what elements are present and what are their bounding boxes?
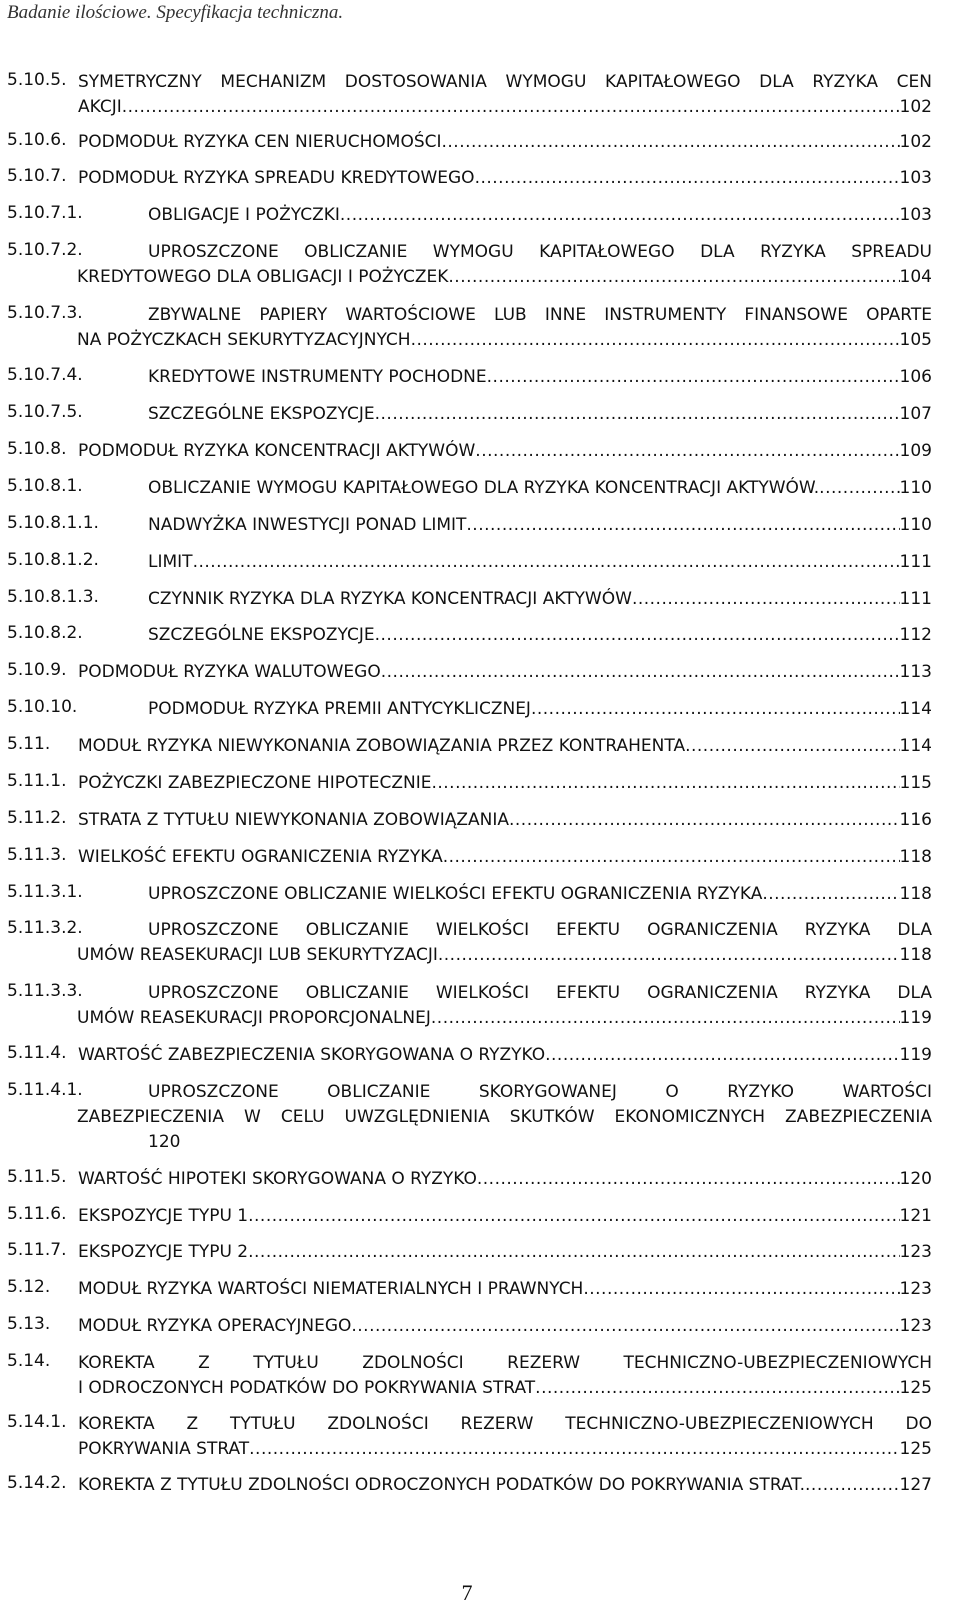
toc-entry[interactable] — [7, 660, 932, 685]
toc-entry-number: 5.10.8.1.2. — [7, 550, 99, 570]
dot-leader — [819, 476, 899, 501]
toc-entry-title: ZBYWALNE PAPIERY WARTOŚCIOWE LUB INNE INSTRUMENTY FINANSOWE OPARTE — [148, 305, 932, 325]
toc-entry-page: 118 — [899, 884, 932, 904]
toc-entry-page: 103 — [899, 168, 932, 188]
toc-entry-number: 5.10.5. — [7, 70, 67, 90]
toc-entry-title: SZCZEGÓLNE EKSPOZYCJE — [148, 625, 375, 645]
toc-entry-title: AKCJI — [78, 97, 122, 117]
dot-leader — [193, 550, 900, 575]
toc-entry-number: 5.10.7.4. — [7, 365, 83, 385]
toc-entry-title: WARTOŚĆ HIPOTEKI SKORYGOWANA O RYZYKO — [78, 1169, 477, 1189]
running-header: Badanie ilościowe. Specyfikacja techniczna. — [7, 2, 344, 23]
toc-entry-title: CZYNNIK RYZYKA DLA RYZYKA KONCENTRACJI AKTYWÓW — [148, 589, 632, 609]
toc-entry[interactable] — [7, 981, 932, 1031]
dot-leader — [685, 734, 899, 759]
toc-entry[interactable] — [7, 1167, 932, 1192]
toc-entry-title: OBLIGACJE I POŻYCZKI — [148, 205, 340, 225]
toc-entry-number: 5.11.1. — [7, 771, 67, 791]
toc-entry-title: UPROSZCZONE OBLICZANIE WIELKOŚCI EFEKTU OGRANICZENIA RYZYKA — [148, 884, 763, 904]
dot-leader — [545, 1043, 899, 1068]
toc-entry-number: 5.11. — [7, 734, 51, 754]
toc-entry-page: 119 — [899, 1045, 932, 1065]
toc-entry[interactable] — [7, 697, 932, 722]
toc-entry-title: OBLICZANIE WYMOGU KAPITAŁOWEGO DLA RYZYKA KONCENTRACJI AKTYWÓW. — [148, 478, 820, 498]
toc-entry-page: 114 — [899, 736, 932, 756]
toc-entry-title: SYMETRYCZNY MECHANIZM DOSTOSOWANIA WYMOGU KAPITAŁOWEGO DLA RYZYKA CEN — [78, 72, 932, 92]
dot-leader — [531, 697, 900, 722]
dot-leader — [411, 328, 900, 353]
toc-entry-number: 5.10.8.1. — [7, 476, 83, 496]
toc-entry-page: 118 — [899, 847, 932, 867]
toc-entry-title: I ODROCZONYCH PODATKÓW DO POKRYWANIA STRAT — [78, 1378, 536, 1398]
toc-entry-number: 5.10.8.1.1. — [7, 513, 99, 533]
toc-entry-title: MODUŁ RYZYKA NIEWYKONANIA ZOBOWIĄZANIA PRZEZ KONTRAHENTA — [78, 736, 686, 756]
dot-leader — [442, 130, 900, 155]
toc-entry-title: UPROSZCZONE OBLICZANIE SKORYGOWANEJ O RYZYKO WARTOŚCI — [148, 1082, 932, 1102]
toc-entry[interactable] — [7, 365, 932, 390]
toc-entry-number: 5.12. — [7, 1277, 51, 1297]
toc-entry-title: POKRYWANIA STRAT — [78, 1439, 250, 1459]
toc-entry-title: WIELKOŚĆ EFEKTU OGRANICZENIA RYZYKA — [78, 847, 443, 867]
toc-entry-page: 104 — [899, 267, 932, 287]
toc-entry[interactable] — [7, 845, 932, 870]
toc-entry-page: 120 — [899, 1169, 932, 1189]
toc-entry[interactable] — [7, 1351, 932, 1401]
dot-leader — [762, 882, 899, 907]
toc-entry-page: 119 — [899, 1008, 932, 1028]
toc-entry-page: 123 — [899, 1242, 932, 1262]
toc-entry-page: 123 — [899, 1279, 932, 1299]
toc-entry-number: 5.14. — [7, 1351, 51, 1371]
page-number: 7 — [461, 1580, 473, 1605]
toc-entry[interactable] — [7, 1473, 932, 1498]
dot-leader — [375, 402, 900, 427]
toc-entry-number: 5.11.5. — [7, 1167, 67, 1187]
toc-entry-page: 102 — [899, 97, 932, 117]
toc-entry[interactable] — [7, 918, 932, 968]
dot-leader — [249, 1437, 899, 1462]
toc-entry-number: 5.10.8.1.3. — [7, 587, 99, 607]
toc-entry[interactable] — [7, 70, 932, 120]
toc-entry-number: 5.11.3. — [7, 845, 67, 865]
toc-entry-page: 107 — [899, 404, 932, 424]
toc-entry-number: 5.11.4.1. — [7, 1080, 83, 1100]
dot-leader — [375, 623, 900, 648]
toc-entry-number: 5.10.7.5. — [7, 402, 83, 422]
toc-entry-number: 5.11.4. — [7, 1043, 67, 1063]
toc-entry-page: 123 — [899, 1316, 932, 1336]
toc-entry-page: 106 — [899, 367, 932, 387]
dot-leader — [477, 1167, 900, 1192]
toc-entry[interactable] — [7, 1043, 932, 1068]
toc-entry-number: 5.11.7. — [7, 1240, 67, 1260]
dot-leader — [583, 1277, 899, 1302]
toc-entry-number: 5.10.9. — [7, 660, 67, 680]
toc-entry-title: POŻYCZKI ZABEZPIECZONE HIPOTECZNIE — [78, 773, 432, 793]
toc-entry[interactable] — [7, 130, 932, 155]
toc-entry-title: MODUŁ RYZYKA WARTOŚCI NIEMATERIALNYCH I PRAWNYCH — [78, 1279, 584, 1299]
toc-entry-number: 5.10.7.2. — [7, 240, 83, 260]
toc-entry-title: KREDYTOWE INSTRUMENTY POCHODNE — [148, 367, 487, 387]
toc-entry[interactable] — [7, 771, 932, 796]
toc-entry-title: UMÓW REASEKURACJI LUB SEKURYTYZACJI — [77, 945, 438, 965]
toc-entry-page: 109 — [899, 441, 932, 461]
toc-entry-number: 5.11.3.2. — [7, 918, 83, 938]
dot-leader — [351, 1314, 899, 1339]
toc-entry-page: 110 — [899, 478, 932, 498]
dot-leader — [466, 513, 899, 538]
dot-leader — [805, 1473, 900, 1498]
dot-leader — [509, 808, 900, 833]
toc-entry[interactable] — [7, 1277, 932, 1302]
toc-entry[interactable] — [7, 513, 932, 538]
dot-leader — [448, 265, 899, 290]
dot-leader — [487, 365, 900, 390]
toc-entry-page: 125 — [899, 1378, 932, 1398]
toc-entry-number: 5.10.7. — [7, 166, 67, 186]
toc-entry-title: EKSPOZYCJE TYPU 2 — [78, 1242, 249, 1262]
toc-entry-page: 115 — [899, 773, 932, 793]
toc-entry[interactable] — [7, 1314, 932, 1339]
toc-entry-number: 5.10.8. — [7, 439, 67, 459]
toc-entry[interactable] — [7, 1240, 932, 1265]
toc-entry-title: STRATA Z TYTUŁU NIEWYKONANIA ZOBOWIĄZANIA — [78, 810, 509, 830]
toc-entry[interactable] — [7, 240, 932, 290]
toc-entry-page: 121 — [899, 1206, 932, 1226]
toc-entry-number: 5.14.2. — [7, 1473, 67, 1493]
dot-leader — [431, 1006, 900, 1031]
toc-entry-number: 5.10.8.2. — [7, 623, 83, 643]
toc-entry[interactable] — [7, 476, 932, 501]
toc-entry[interactable] — [7, 882, 932, 907]
toc-entry-page: 125 — [899, 1439, 932, 1459]
toc-entry-title: NADWYŻKA INWESTYCJI PONAD LIMIT — [148, 515, 467, 535]
toc-entry[interactable] — [7, 1080, 932, 1155]
dot-leader — [431, 771, 899, 796]
toc-entry-title: UMÓW REASEKURACJI PROPORCJONALNEJ — [77, 1008, 431, 1028]
toc-entry-page: 127 — [899, 1475, 932, 1495]
dot-leader — [248, 1204, 899, 1229]
toc-entry-page: 113 — [899, 662, 932, 682]
toc-entry-number: 5.10.7.3. — [7, 303, 83, 323]
toc-entry[interactable] — [7, 303, 932, 353]
toc-entry-title: MODUŁ RYZYKA OPERACYJNEGO — [78, 1316, 352, 1336]
toc-entry-number: 5.14.1. — [7, 1412, 67, 1432]
toc-entry-title: WARTOŚĆ ZABEZPIECZENIA SKORYGOWANA O RYZYKO — [78, 1045, 546, 1065]
toc-entry-number: 5.11.3.3. — [7, 981, 83, 1001]
toc-entry-title: UPROSZCZONE OBLICZANIE WYMOGU KAPITAŁOWEGO DLA RYZYKA SPREADU — [148, 242, 932, 262]
toc-entry-title: PODMODUŁ RYZYKA KONCENTRACJI AKTYWÓW — [78, 441, 476, 461]
toc-entry-page: 118 — [899, 945, 932, 965]
toc-entry-number: 5.10.10. — [7, 697, 78, 717]
dot-leader — [122, 95, 900, 120]
toc-entry-page: 114 — [899, 699, 932, 719]
toc-entry-title: KOREKTA Z TYTUŁU ZDOLNOŚCI ODROCZONYCH PODATKÓW DO POKRYWANIA STRAT. — [78, 1475, 806, 1495]
toc-entry-title: LIMIT — [148, 552, 193, 572]
dot-leader — [535, 1376, 899, 1401]
toc-entry-page: 116 — [899, 810, 932, 830]
toc-entry-page: 102 — [899, 132, 932, 152]
toc-entry[interactable] — [7, 623, 932, 648]
dot-leader — [475, 439, 899, 464]
toc-entry[interactable] — [7, 203, 932, 228]
toc-entry[interactable] — [7, 1412, 932, 1462]
toc-entry[interactable] — [7, 587, 932, 612]
toc-entry[interactable] — [7, 402, 932, 427]
toc-entry-title-continuation: ZABEZPIECZENIA W CELU UWZGLĘDNIENIA SKUTKÓW EKONOMICZNYCH ZABEZPIECZENIA — [77, 1107, 932, 1127]
toc-entry[interactable] — [7, 808, 932, 833]
toc-entry[interactable] — [7, 1204, 932, 1229]
toc-entry[interactable] — [7, 439, 932, 464]
toc-entry[interactable] — [7, 734, 932, 759]
toc-entry-title: EKSPOZYCJE TYPU 1 — [78, 1206, 249, 1226]
toc-entry-title: PODMODUŁ RYZYKA PREMII ANTYCYKLICZNEJ — [148, 699, 531, 719]
toc-entry-number: 5.10.6. — [7, 130, 67, 150]
dot-leader — [475, 166, 900, 191]
toc-entry-title: PODMODUŁ RYZYKA WALUTOWEGO — [78, 662, 381, 682]
toc-entry-title: KOREKTA Z TYTUŁU ZDOLNOŚCI REZERW TECHNICZNO-UBEZPIECZENIOWYCH DO — [78, 1414, 932, 1434]
toc-entry-title: PODMODUŁ RYZYKA SPREADU KREDYTOWEGO — [78, 168, 475, 188]
toc-entry-page: 120 — [148, 1132, 181, 1152]
toc-entry-number: 5.10.7.1. — [7, 203, 83, 223]
toc-entry[interactable] — [7, 166, 932, 191]
dot-leader — [438, 943, 900, 968]
toc-entry-page: 111 — [899, 552, 932, 572]
toc-entry-number: 5.13. — [7, 1314, 51, 1334]
dot-leader — [632, 587, 900, 612]
toc-entry-title: UPROSZCZONE OBLICZANIE WIELKOŚCI EFEKTU OGRANICZENIA RYZYKA DLA — [148, 920, 932, 940]
dot-leader — [443, 845, 900, 870]
dot-leader — [381, 660, 900, 685]
toc-entry-title: PODMODUŁ RYZYKA CEN NIERUCHOMOŚCI — [78, 132, 442, 152]
toc-entry-page: 103 — [899, 205, 932, 225]
toc-entry-page: 112 — [899, 625, 932, 645]
dot-leader — [248, 1240, 899, 1265]
dot-leader — [340, 203, 900, 228]
toc-entry-page: 105 — [899, 330, 932, 350]
toc-entry-title: KOREKTA Z TYTUŁU ZDOLNOŚCI REZERW TECHNICZNO-UBEZPIECZENIOWYCH — [78, 1353, 932, 1373]
toc-entry-page: 111 — [899, 589, 932, 609]
toc-entry[interactable] — [7, 550, 932, 575]
toc-entry-number: 5.11.3.1. — [7, 882, 83, 902]
toc-entry-number: 5.11.6. — [7, 1204, 67, 1224]
toc-entry-title: SZCZEGÓLNE EKSPOZYCJE — [148, 404, 375, 424]
toc-entry-title: NA POŻYCZKACH SEKURYTYZACYJNYCH — [77, 330, 411, 350]
toc-entry-page: 110 — [899, 515, 932, 535]
toc-entry-title: UPROSZCZONE OBLICZANIE WIELKOŚCI EFEKTU OGRANICZENIA RYZYKA DLA — [148, 983, 932, 1003]
toc-entry-number: 5.11.2. — [7, 808, 67, 828]
toc-entry-title: KREDYTOWEGO DLA OBLIGACJI I POŻYCZEK — [77, 267, 449, 287]
